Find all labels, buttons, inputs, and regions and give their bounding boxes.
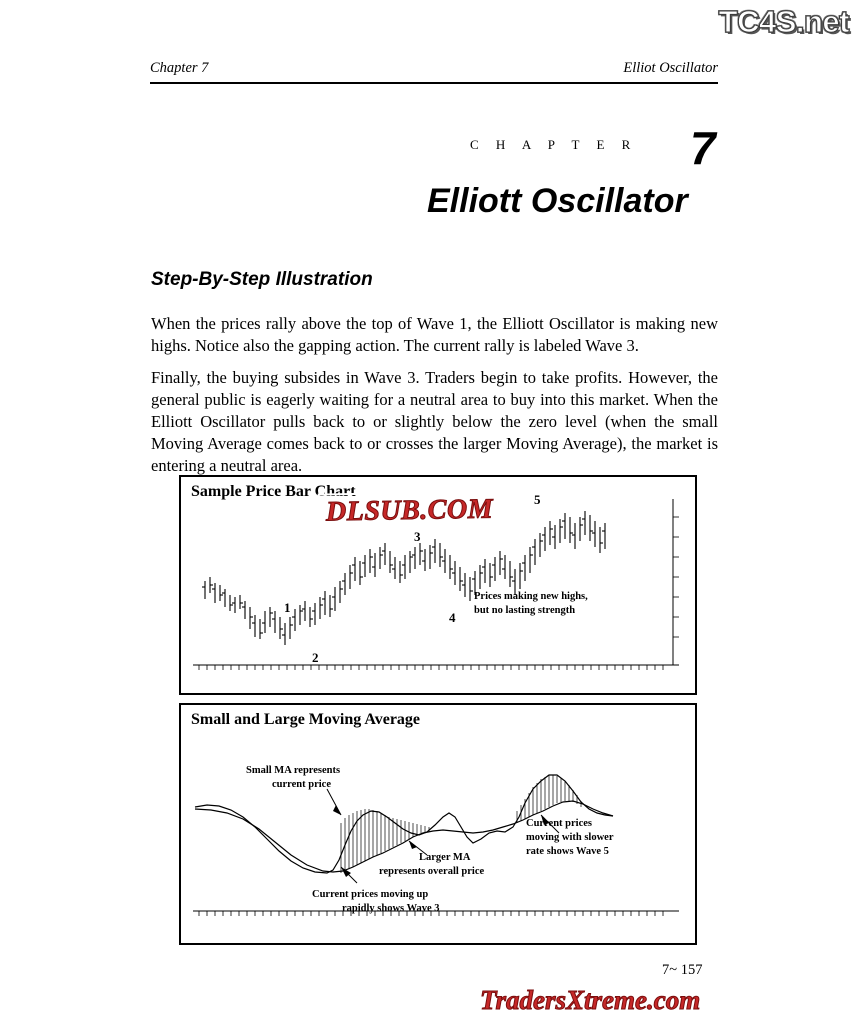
- figure2-annotation-2-line2: represents overall price: [379, 866, 485, 877]
- wave-label-2: 2: [312, 650, 319, 665]
- body-paragraph-1: When the prices rally above the top of Wave 1, the Elliott Oscillator is making new highs. Notice also the gapping action. The current rally is labeled Wave 3.: [151, 314, 718, 355]
- figure2-annotation-3-line2: rapidly shows Wave 3: [342, 903, 440, 914]
- figure1-title: Sample Price Bar Chart: [191, 483, 356, 500]
- wave-label-4: 4: [449, 610, 456, 625]
- section-heading: Step-By-Step Illustration: [151, 269, 373, 290]
- chapter-number: 7: [690, 122, 716, 174]
- running-head: [150, 60, 718, 77]
- figure2-annotation-1-line1: Small MA represents: [246, 765, 341, 776]
- figure-moving-averages: [179, 703, 697, 945]
- page-number: 7~ 157: [662, 962, 703, 978]
- figure2-chart: [181, 705, 691, 939]
- running-head-right: Elliot Oscillator: [623, 60, 718, 76]
- figure2-annotation-4-line3: rate shows Wave 5: [526, 846, 609, 857]
- figure1-annotation-line2: but no lasting strength: [474, 605, 576, 616]
- figure2-annotation-1-line2: current price: [272, 779, 331, 790]
- figure1-annotation-line1: Prices making new highs,: [474, 591, 588, 602]
- wave-label-5: 5: [534, 492, 541, 507]
- figure2-annotation-3-line1: Current prices moving up: [312, 889, 429, 900]
- page-title: Elliott Oscillator: [427, 182, 688, 220]
- wave-label-1: 1: [284, 600, 291, 615]
- figure2-annotation-2-line1: Larger MA: [419, 852, 471, 863]
- watermark-center: DLSUB.COM: [318, 490, 502, 531]
- figure2-title: Small and Large Moving Average: [191, 711, 421, 728]
- running-head-left: Chapter 7: [150, 60, 209, 76]
- watermark-top-right: TC4S.net: [718, 4, 849, 39]
- figure2-annotation-4-line2: moving with slower: [526, 832, 614, 843]
- figure2-annotation-4-line1: Current prices: [526, 818, 592, 829]
- body-paragraph-2: Finally, the buying subsides in Wave 3. Traders begin to take profits. However, the general public is eagerly waiting for a neutral area to buy into this market. When the Elliott Oscillator pulls back to or slightly below the zero level (when the small Moving Average comes back to or crosses the larger Moving Average), the market is entering a neutral area.: [151, 368, 718, 475]
- wave-label-3: 3: [414, 529, 421, 544]
- chapter-label: C H A P T E R: [470, 137, 638, 152]
- running-head-rule: [150, 82, 718, 84]
- watermark-bottom-right: TradersXtreme.com: [480, 985, 701, 1015]
